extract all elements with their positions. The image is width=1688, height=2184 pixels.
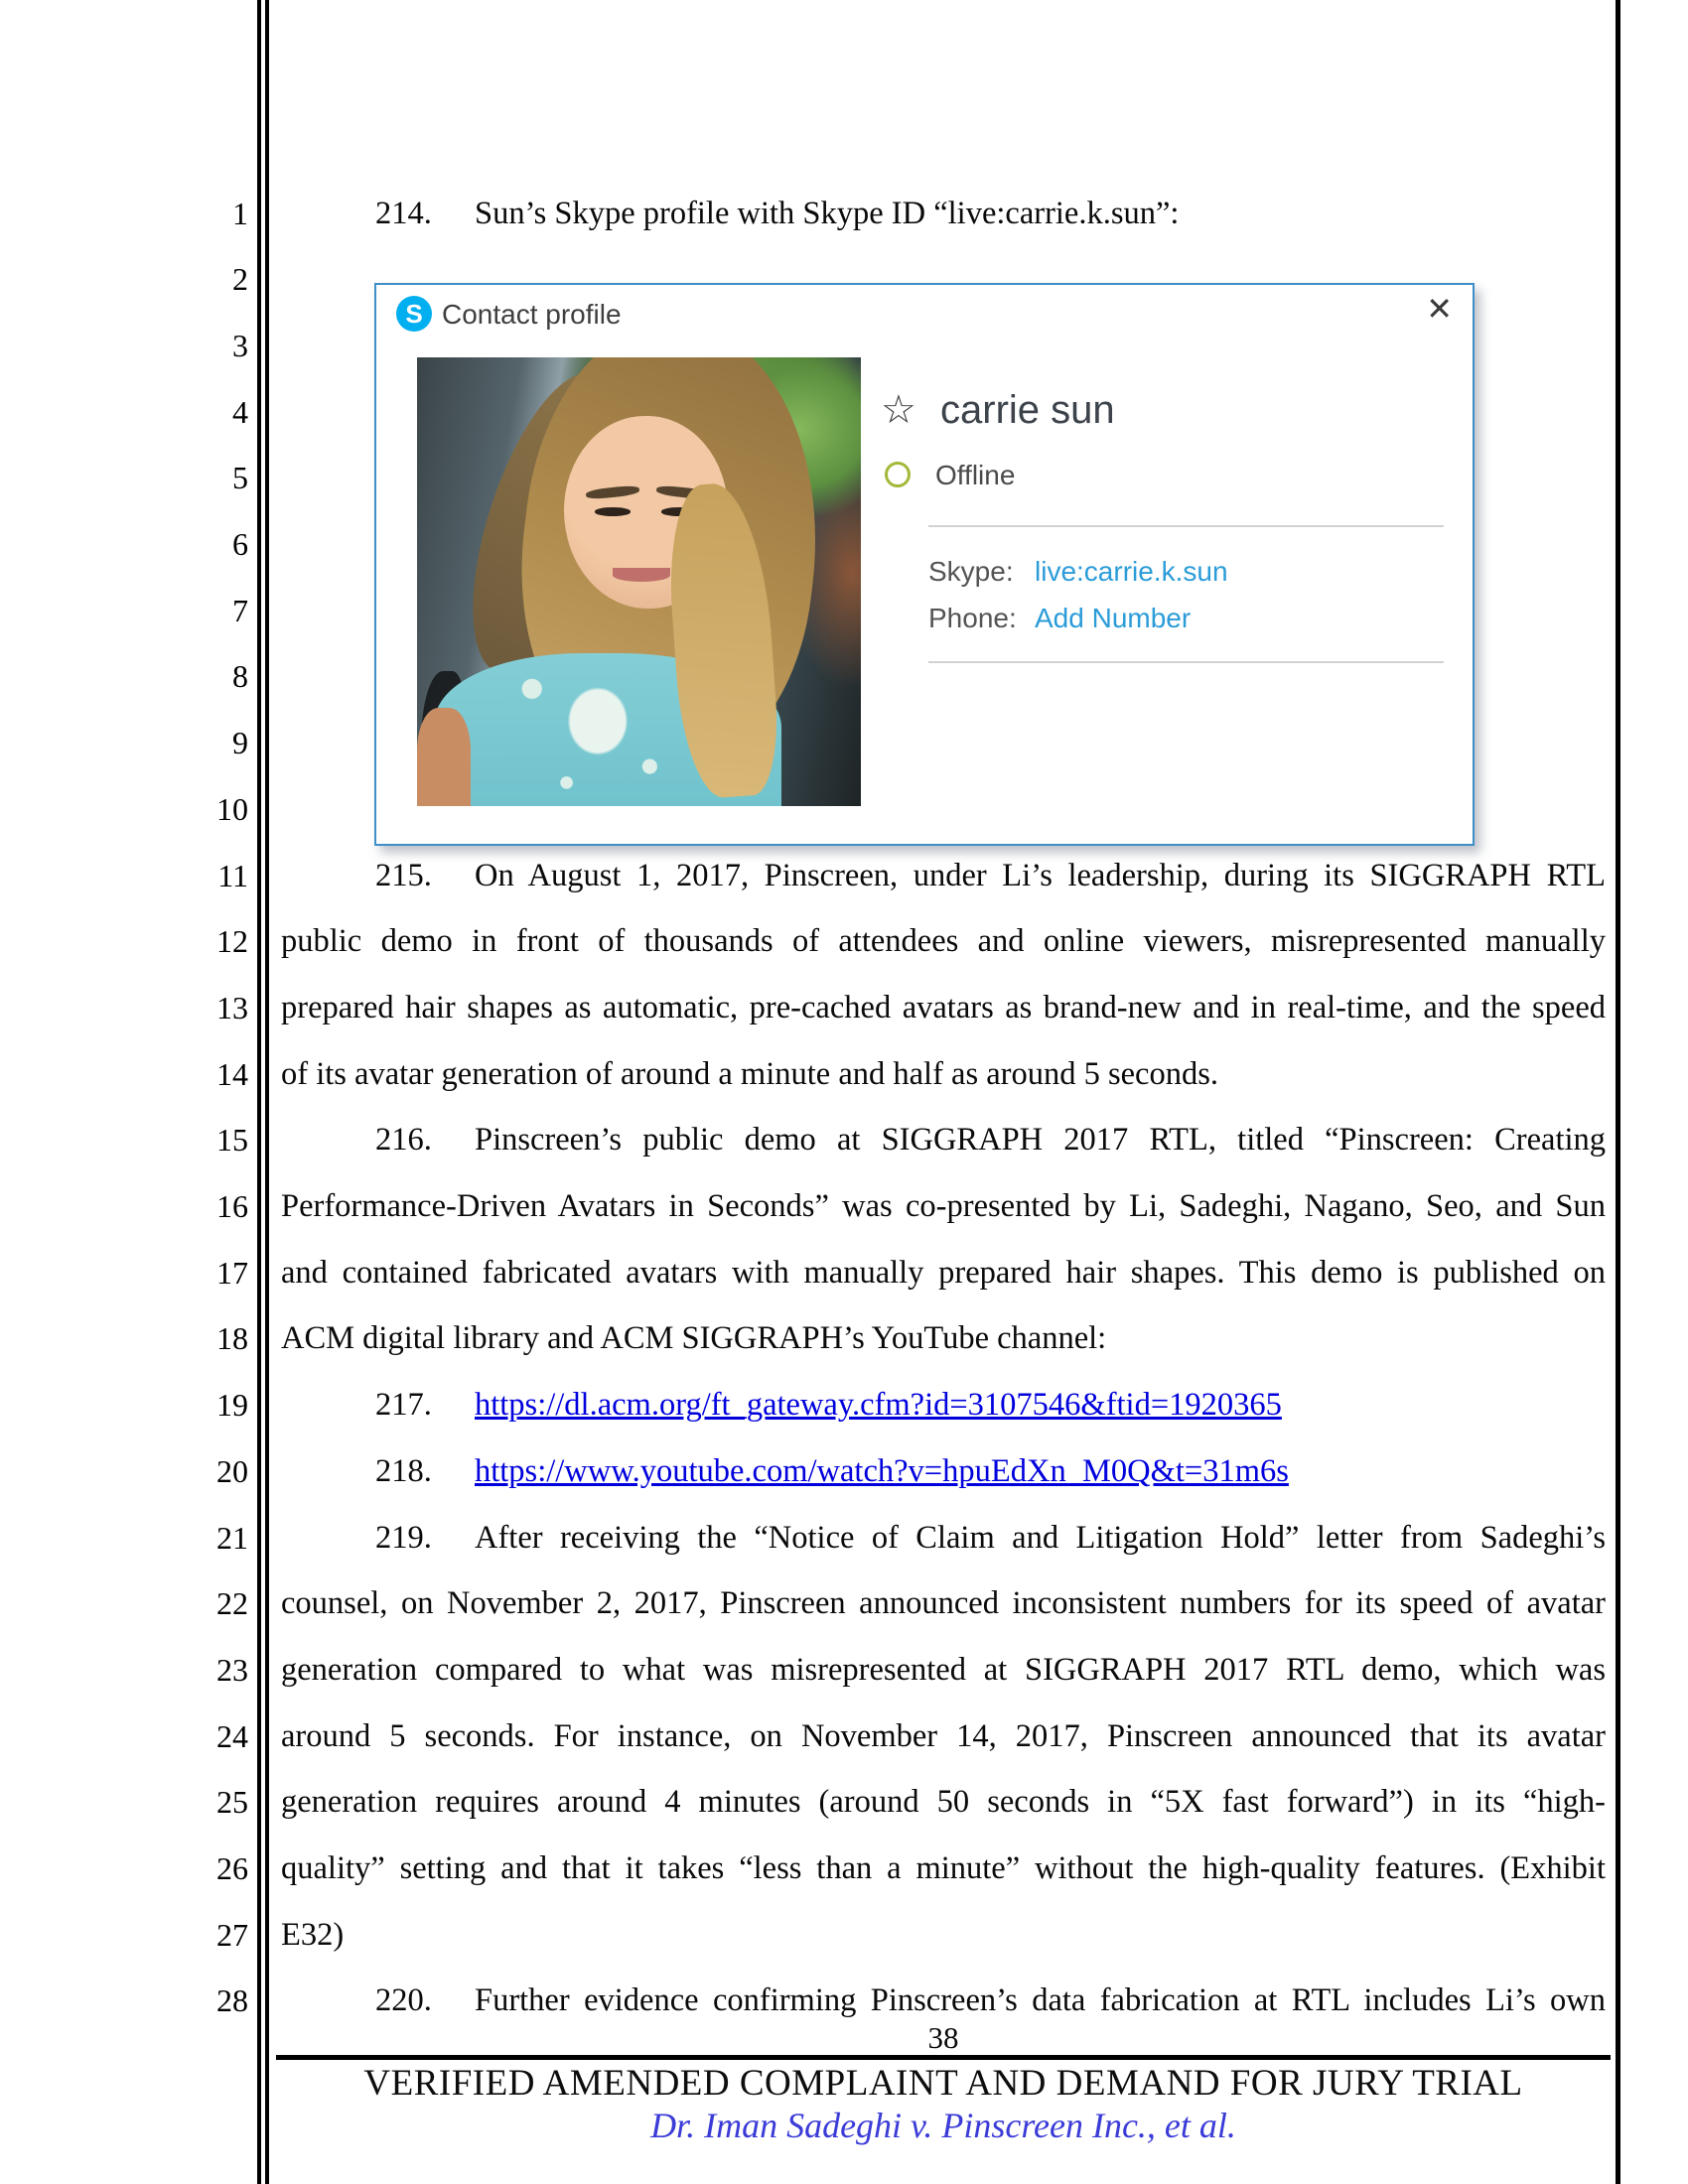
line-number: 20 [216, 1453, 248, 1489]
paragraph-number: 216. [375, 1122, 432, 1158]
page-number: 38 [927, 2020, 959, 2055]
line-number: 18 [216, 1320, 248, 1356]
paragraph-number: 214. [375, 196, 432, 231]
line-number: 24 [216, 1718, 248, 1754]
offline-status-icon [885, 462, 911, 487]
document-text-line: around 5 seconds. For instance, on November 14, 2017, Pinscreen announced that its avatar [281, 1718, 1606, 1754]
left-rule-inner [265, 0, 269, 2184]
document-text-line: generation requires around 4 minutes (around 50 seconds in “5X fast forward”) in its “high- [281, 1784, 1606, 1820]
line-number: 1 [232, 196, 248, 231]
line-number: 3 [232, 328, 248, 363]
right-margin-rule [1616, 0, 1620, 2184]
line-number: 6 [232, 526, 248, 562]
line-number: 9 [232, 725, 248, 760]
line-number: 5 [232, 460, 248, 495]
line-number: 7 [232, 593, 248, 628]
document-text-line: 220. Further evidence confirming Pinscreen’s data fabrication at RTL includes Li’s own [281, 1968, 1606, 2034]
line-number: 19 [216, 1387, 248, 1423]
paragraph-number: 218. [375, 1453, 432, 1489]
phone-label: Phone: [928, 603, 1017, 633]
document-text-line: counsel, on November 2, 2017, Pinscreen announced inconsistent numbers for its speed of avatar [281, 1585, 1606, 1621]
contact-name: carrie sun [940, 388, 1115, 432]
line-number: 21 [216, 1520, 248, 1556]
divider [928, 525, 1444, 527]
photo-arm [417, 708, 471, 806]
document-text-line: public demo in front of thousands of attendees and online viewers, misrepresented manually [281, 923, 1606, 959]
skype-logo-icon: S [396, 296, 432, 332]
line-number: 28 [216, 1982, 248, 2018]
line-number: 4 [232, 394, 248, 430]
document-text-line: 219. After receiving the “Notice of Claim and Litigation Hold” letter from Sadeghi’s [281, 1505, 1606, 1571]
line-number: 27 [216, 1917, 248, 1953]
document-text-line: prepared hair shapes as automatic, pre-cached avatars as brand-new and in real-time, and the speed [281, 990, 1606, 1025]
line-number: 2 [232, 261, 248, 297]
add-number-link[interactable]: Add Number [1035, 603, 1192, 633]
document-text-line: of its avatar generation of around a minute and half as around 5 seconds. [281, 1056, 1218, 1092]
document-text-line [281, 1372, 1606, 1438]
favorite-star-icon[interactable]: ☆ [881, 388, 916, 432]
line-number: 10 [216, 791, 248, 827]
document-text-line: 215. On August 1, 2017, Pinscreen, under Li’s leadership, during its SIGGRAPH RTL [281, 843, 1606, 909]
document-text-line: and contained fabricated avatars with manually prepared hair shapes. This demo is published on [281, 1255, 1606, 1291]
left-rule-outer [257, 0, 261, 2184]
photo-mouth [613, 568, 670, 582]
paragraph-number: 220. [375, 1982, 432, 2018]
document-text-line: ACM digital library and ACM SIGGRAPH’s YouTube channel: [281, 1320, 1107, 1356]
paragraph-number: 215. [375, 858, 432, 893]
acm-gateway-link[interactable]: https://dl.acm.org/ft_gateway.cfm?id=3107546&ftid=1920365 [475, 1387, 1282, 1423]
skype-id-label: Skype: [928, 556, 1014, 587]
line-number: 13 [216, 990, 248, 1025]
document-text-line: 216. Pinscreen’s public demo at SIGGRAPH 2017 RTL, titled “Pinscreen: Creating [281, 1107, 1606, 1173]
document-text-line: E32) [281, 1917, 345, 1953]
line-number: 26 [216, 1850, 248, 1886]
line-number: 17 [216, 1255, 248, 1291]
line-number: 22 [216, 1585, 248, 1621]
line-number: 8 [232, 658, 248, 694]
photo-eye-left [595, 507, 631, 515]
document-text-line: 214. Sun’s Skype profile with Skype ID “live:carrie.k.sun”: [281, 181, 1606, 247]
document-text-line [281, 1438, 1606, 1505]
line-number: 15 [216, 1122, 248, 1158]
paragraph-number: 219. [375, 1520, 432, 1556]
document-text-line: Performance-Driven Avatars in Seconds” was co-presented by Li, Sadeghi, Nagano, Seo, and Sun [281, 1188, 1606, 1224]
line-number: 14 [216, 1056, 248, 1092]
close-icon[interactable]: ✕ [1426, 291, 1453, 327]
document-text-line: generation compared to what was misrepresented at SIGGRAPH 2017 RTL demo, which was [281, 1652, 1606, 1688]
document-text-line: quality” setting and that it takes “less than a minute” without the high-quality features. (Exhibit [281, 1850, 1606, 1886]
youtube-video-link[interactable]: https://www.youtube.com/watch?v=hpuEdXn_M0Q&t=31m6s [475, 1453, 1289, 1489]
line-number: 12 [216, 923, 248, 959]
divider [928, 661, 1444, 663]
line-number: 25 [216, 1784, 248, 1820]
dialog-title: Contact profile [442, 299, 622, 330]
status-text: Offline [935, 460, 1016, 490]
line-number: 11 [217, 858, 248, 893]
line-number: 16 [216, 1188, 248, 1224]
paragraph-number: 217. [375, 1387, 432, 1423]
skype-contact-profile-dialog [374, 283, 1475, 846]
skype-id-value[interactable]: live:carrie.k.sun [1035, 556, 1228, 587]
line-number: 23 [216, 1652, 248, 1688]
footer-rule [276, 2055, 1611, 2060]
contact-photo [417, 357, 861, 806]
footer-title: VERIFIED AMENDED COMPLAINT AND DEMAND FOR JURY TRIAL [363, 2063, 1523, 2104]
footer-case-name: Dr. Iman Sadeghi v. Pinscreen Inc., et al. [650, 2106, 1236, 2145]
